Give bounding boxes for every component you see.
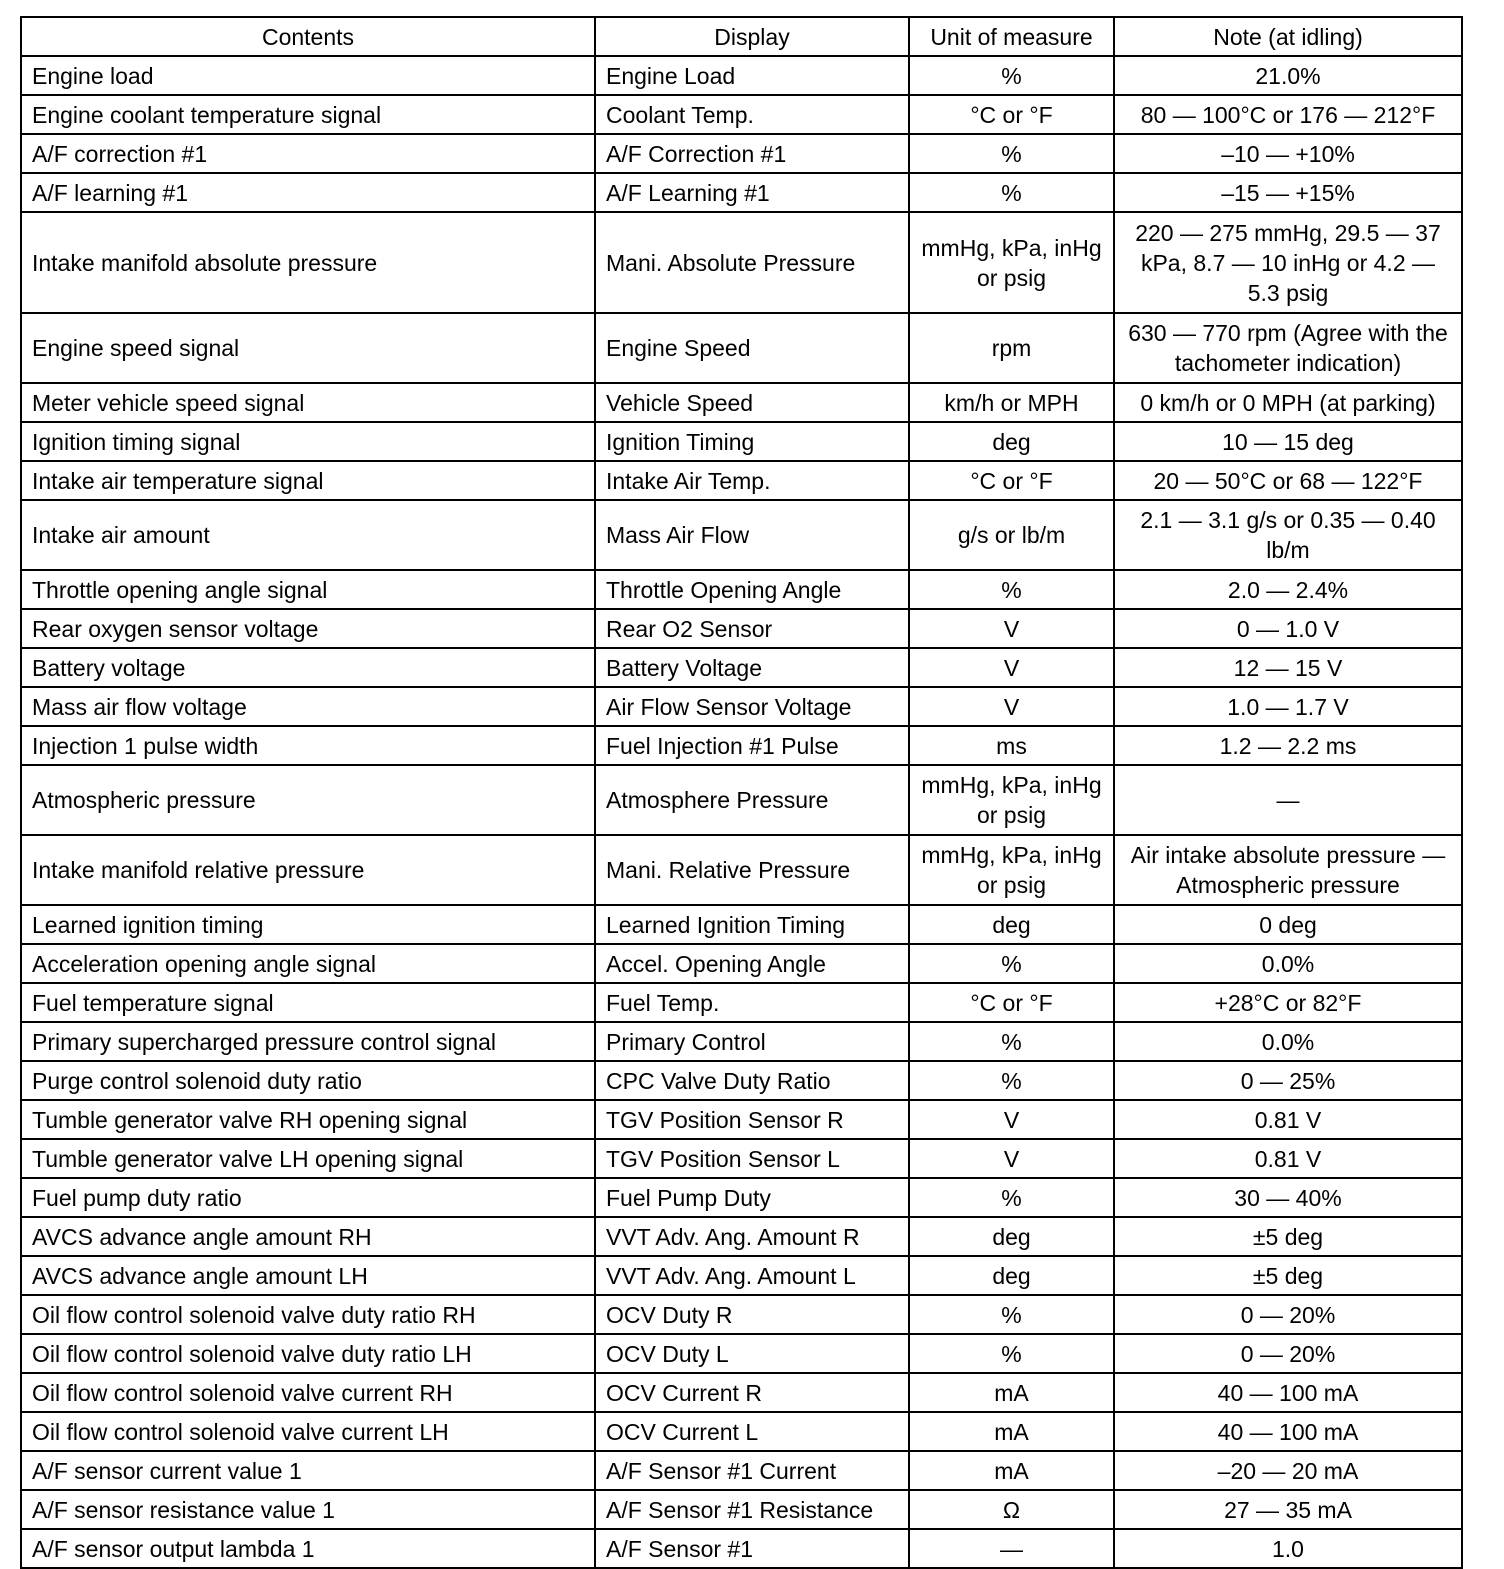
cell-note: 21.0% — [1114, 56, 1462, 95]
table-row — [21, 134, 1462, 173]
cell-contents: Acceleration opening angle signal — [21, 944, 595, 983]
cell-unit: V — [909, 687, 1114, 726]
cell-contents: Ignition timing signal — [21, 422, 595, 461]
cell-contents: Fuel pump duty ratio — [21, 1178, 595, 1217]
cell-contents: Battery voltage — [21, 648, 595, 687]
table-row — [21, 212, 1462, 313]
table-row — [21, 1373, 1462, 1412]
table-row — [21, 313, 1462, 383]
cell-note: 2.1 — 3.1 g/s or 0.35 — 0.40 lb/m — [1114, 500, 1462, 570]
table-row — [21, 765, 1462, 835]
cell-note: 80 — 100°C or 176 — 212°F — [1114, 95, 1462, 134]
table-row — [21, 1139, 1462, 1178]
cell-unit: V — [909, 1100, 1114, 1139]
cell-unit: °C or °F — [909, 95, 1114, 134]
cell-contents: Intake manifold absolute pressure — [21, 212, 595, 313]
data-table — [20, 16, 1463, 1569]
cell-contents: Learned ignition timing — [21, 905, 595, 944]
cell-contents: A/F sensor output lambda 1 — [21, 1529, 595, 1568]
cell-contents: Rear oxygen sensor voltage — [21, 609, 595, 648]
table-row — [21, 95, 1462, 134]
table-row — [21, 905, 1462, 944]
cell-display: OCV Current R — [595, 1373, 909, 1412]
cell-note: 1.0 — 1.7 V — [1114, 687, 1462, 726]
cell-contents: Meter vehicle speed signal — [21, 383, 595, 422]
cell-note: ±5 deg — [1114, 1217, 1462, 1256]
table-row — [21, 1451, 1462, 1490]
table-row — [21, 461, 1462, 500]
cell-unit: °C or °F — [909, 983, 1114, 1022]
table-row — [21, 1100, 1462, 1139]
cell-note: 0 — 1.0 V — [1114, 609, 1462, 648]
cell-unit: % — [909, 173, 1114, 212]
cell-display: CPC Valve Duty Ratio — [595, 1061, 909, 1100]
cell-display: Learned Ignition Timing — [595, 905, 909, 944]
cell-display: Fuel Pump Duty — [595, 1178, 909, 1217]
cell-unit: ms — [909, 726, 1114, 765]
cell-note: 1.2 — 2.2 ms — [1114, 726, 1462, 765]
cell-unit: % — [909, 1295, 1114, 1334]
cell-display: A/F Sensor #1 Resistance — [595, 1490, 909, 1529]
table-row — [21, 983, 1462, 1022]
table-row — [21, 1061, 1462, 1100]
cell-unit: % — [909, 1061, 1114, 1100]
cell-contents: Fuel temperature signal — [21, 983, 595, 1022]
cell-contents: Purge control solenoid duty ratio — [21, 1061, 595, 1100]
cell-display: Engine Speed — [595, 313, 909, 383]
cell-note: 0 — 20% — [1114, 1334, 1462, 1373]
cell-note: –20 — 20 mA — [1114, 1451, 1462, 1490]
table-row — [21, 383, 1462, 422]
cell-unit: mA — [909, 1451, 1114, 1490]
cell-display: Fuel Temp. — [595, 983, 909, 1022]
cell-contents: AVCS advance angle amount RH — [21, 1217, 595, 1256]
cell-note: 2.0 — 2.4% — [1114, 570, 1462, 609]
cell-note: 0.81 V — [1114, 1100, 1462, 1139]
cell-contents: Tumble generator valve LH opening signal — [21, 1139, 595, 1178]
table-body — [21, 56, 1462, 1568]
cell-display: A/F Learning #1 — [595, 173, 909, 212]
column-header-unit: Unit of measure — [909, 17, 1114, 56]
cell-contents: Engine coolant temperature signal — [21, 95, 595, 134]
table-row — [21, 1529, 1462, 1568]
cell-display: OCV Current L — [595, 1412, 909, 1451]
column-header-display: Display — [595, 17, 909, 56]
cell-contents: A/F correction #1 — [21, 134, 595, 173]
cell-unit: mA — [909, 1412, 1114, 1451]
cell-contents: Intake air temperature signal — [21, 461, 595, 500]
cell-unit: % — [909, 1022, 1114, 1061]
cell-display: Engine Load — [595, 56, 909, 95]
cell-display: Fuel Injection #1 Pulse — [595, 726, 909, 765]
cell-display: Mass Air Flow — [595, 500, 909, 570]
cell-contents: A/F sensor resistance value 1 — [21, 1490, 595, 1529]
cell-contents: Oil flow control solenoid valve duty ratio LH — [21, 1334, 595, 1373]
cell-note: 0.81 V — [1114, 1139, 1462, 1178]
cell-unit: mA — [909, 1373, 1114, 1412]
cell-note: 220 — 275 mmHg, 29.5 — 37 kPa, 8.7 — 10 inHg or 4.2 — 5.3 psig — [1114, 212, 1462, 313]
cell-contents: Tumble generator valve RH opening signal — [21, 1100, 595, 1139]
table-header-row — [21, 17, 1462, 56]
cell-unit: km/h or MPH — [909, 383, 1114, 422]
cell-note: –10 — +10% — [1114, 134, 1462, 173]
cell-contents: Intake manifold relative pressure — [21, 835, 595, 905]
cell-contents: Oil flow control solenoid valve current LH — [21, 1412, 595, 1451]
cell-contents: Mass air flow voltage — [21, 687, 595, 726]
cell-display: Atmosphere Pressure — [595, 765, 909, 835]
cell-display: Primary Control — [595, 1022, 909, 1061]
cell-display: Rear O2 Sensor — [595, 609, 909, 648]
cell-display: Air Flow Sensor Voltage — [595, 687, 909, 726]
cell-display: Coolant Temp. — [595, 95, 909, 134]
cell-note: 0 — 25% — [1114, 1061, 1462, 1100]
cell-unit: °C or °F — [909, 461, 1114, 500]
table-row — [21, 1334, 1462, 1373]
table-row — [21, 1178, 1462, 1217]
cell-note: –15 — +15% — [1114, 173, 1462, 212]
table-row — [21, 570, 1462, 609]
cell-note: 0.0% — [1114, 944, 1462, 983]
cell-display: A/F Sensor #1 — [595, 1529, 909, 1568]
cell-contents: Oil flow control solenoid valve current RH — [21, 1373, 595, 1412]
cell-contents: Injection 1 pulse width — [21, 726, 595, 765]
table-row — [21, 944, 1462, 983]
cell-note: 40 — 100 mA — [1114, 1412, 1462, 1451]
cell-contents: Primary supercharged pressure control signal — [21, 1022, 595, 1061]
cell-unit: deg — [909, 905, 1114, 944]
cell-unit: V — [909, 609, 1114, 648]
cell-unit: % — [909, 944, 1114, 983]
cell-contents: Engine speed signal — [21, 313, 595, 383]
cell-display: TGV Position Sensor R — [595, 1100, 909, 1139]
cell-display: Ignition Timing — [595, 422, 909, 461]
cell-unit: deg — [909, 1217, 1114, 1256]
cell-unit: — — [909, 1529, 1114, 1568]
cell-note: ±5 deg — [1114, 1256, 1462, 1295]
table-row — [21, 648, 1462, 687]
cell-note: 0 — 20% — [1114, 1295, 1462, 1334]
cell-display: Intake Air Temp. — [595, 461, 909, 500]
table-row — [21, 56, 1462, 95]
cell-contents: AVCS advance angle amount LH — [21, 1256, 595, 1295]
cell-unit: mmHg, kPa, inHg or psig — [909, 835, 1114, 905]
table-row — [21, 687, 1462, 726]
cell-note: 30 — 40% — [1114, 1178, 1462, 1217]
cell-unit: % — [909, 56, 1114, 95]
cell-note: 0 km/h or 0 MPH (at parking) — [1114, 383, 1462, 422]
cell-display: Mani. Relative Pressure — [595, 835, 909, 905]
column-header-contents: Contents — [21, 17, 595, 56]
cell-unit: deg — [909, 1256, 1114, 1295]
cell-display: VVT Adv. Ang. Amount R — [595, 1217, 909, 1256]
cell-note: +28°C or 82°F — [1114, 983, 1462, 1022]
cell-unit: % — [909, 570, 1114, 609]
cell-display: Throttle Opening Angle — [595, 570, 909, 609]
cell-display: TGV Position Sensor L — [595, 1139, 909, 1178]
table-row — [21, 1490, 1462, 1529]
table-row — [21, 1412, 1462, 1451]
cell-contents: Engine load — [21, 56, 595, 95]
cell-unit: mmHg, kPa, inHg or psig — [909, 212, 1114, 313]
table-row — [21, 500, 1462, 570]
cell-unit: V — [909, 1139, 1114, 1178]
cell-unit: mmHg, kPa, inHg or psig — [909, 765, 1114, 835]
table-row — [21, 609, 1462, 648]
cell-note: 12 — 15 V — [1114, 648, 1462, 687]
table-row — [21, 1295, 1462, 1334]
cell-unit: Ω — [909, 1490, 1114, 1529]
cell-note: 0 deg — [1114, 905, 1462, 944]
cell-unit: rpm — [909, 313, 1114, 383]
cell-display: A/F Correction #1 — [595, 134, 909, 173]
table-row — [21, 173, 1462, 212]
cell-display: A/F Sensor #1 Current — [595, 1451, 909, 1490]
cell-note: 20 — 50°C or 68 — 122°F — [1114, 461, 1462, 500]
cell-contents: A/F sensor current value 1 — [21, 1451, 595, 1490]
cell-contents: Intake air amount — [21, 500, 595, 570]
cell-note: 27 — 35 mA — [1114, 1490, 1462, 1529]
table-row — [21, 835, 1462, 905]
cell-unit: deg — [909, 422, 1114, 461]
cell-display: VVT Adv. Ang. Amount L — [595, 1256, 909, 1295]
cell-display: Vehicle Speed — [595, 383, 909, 422]
cell-note: 10 — 15 deg — [1114, 422, 1462, 461]
table-row — [21, 1217, 1462, 1256]
cell-contents: Throttle opening angle signal — [21, 570, 595, 609]
cell-display: OCV Duty R — [595, 1295, 909, 1334]
cell-unit: % — [909, 134, 1114, 173]
cell-note: Air intake absolute pressure — Atmospheric pressure — [1114, 835, 1462, 905]
cell-unit: % — [909, 1178, 1114, 1217]
cell-display: Battery Voltage — [595, 648, 909, 687]
cell-note: 1.0 — [1114, 1529, 1462, 1568]
cell-unit: % — [909, 1334, 1114, 1373]
cell-note: 0.0% — [1114, 1022, 1462, 1061]
cell-note: 630 — 770 rpm (Agree with the tachometer indication) — [1114, 313, 1462, 383]
cell-display: Mani. Absolute Pressure — [595, 212, 909, 313]
cell-unit: V — [909, 648, 1114, 687]
cell-contents: Oil flow control solenoid valve duty ratio RH — [21, 1295, 595, 1334]
table-row — [21, 726, 1462, 765]
table-row — [21, 1256, 1462, 1295]
table-row — [21, 422, 1462, 461]
cell-note: 40 — 100 mA — [1114, 1373, 1462, 1412]
cell-unit: g/s or lb/m — [909, 500, 1114, 570]
cell-display: OCV Duty L — [595, 1334, 909, 1373]
cell-contents: A/F learning #1 — [21, 173, 595, 212]
column-header-note: Note (at idling) — [1114, 17, 1462, 56]
cell-display: Accel. Opening Angle — [595, 944, 909, 983]
cell-contents: Atmospheric pressure — [21, 765, 595, 835]
table-row — [21, 1022, 1462, 1061]
cell-note: — — [1114, 765, 1462, 835]
